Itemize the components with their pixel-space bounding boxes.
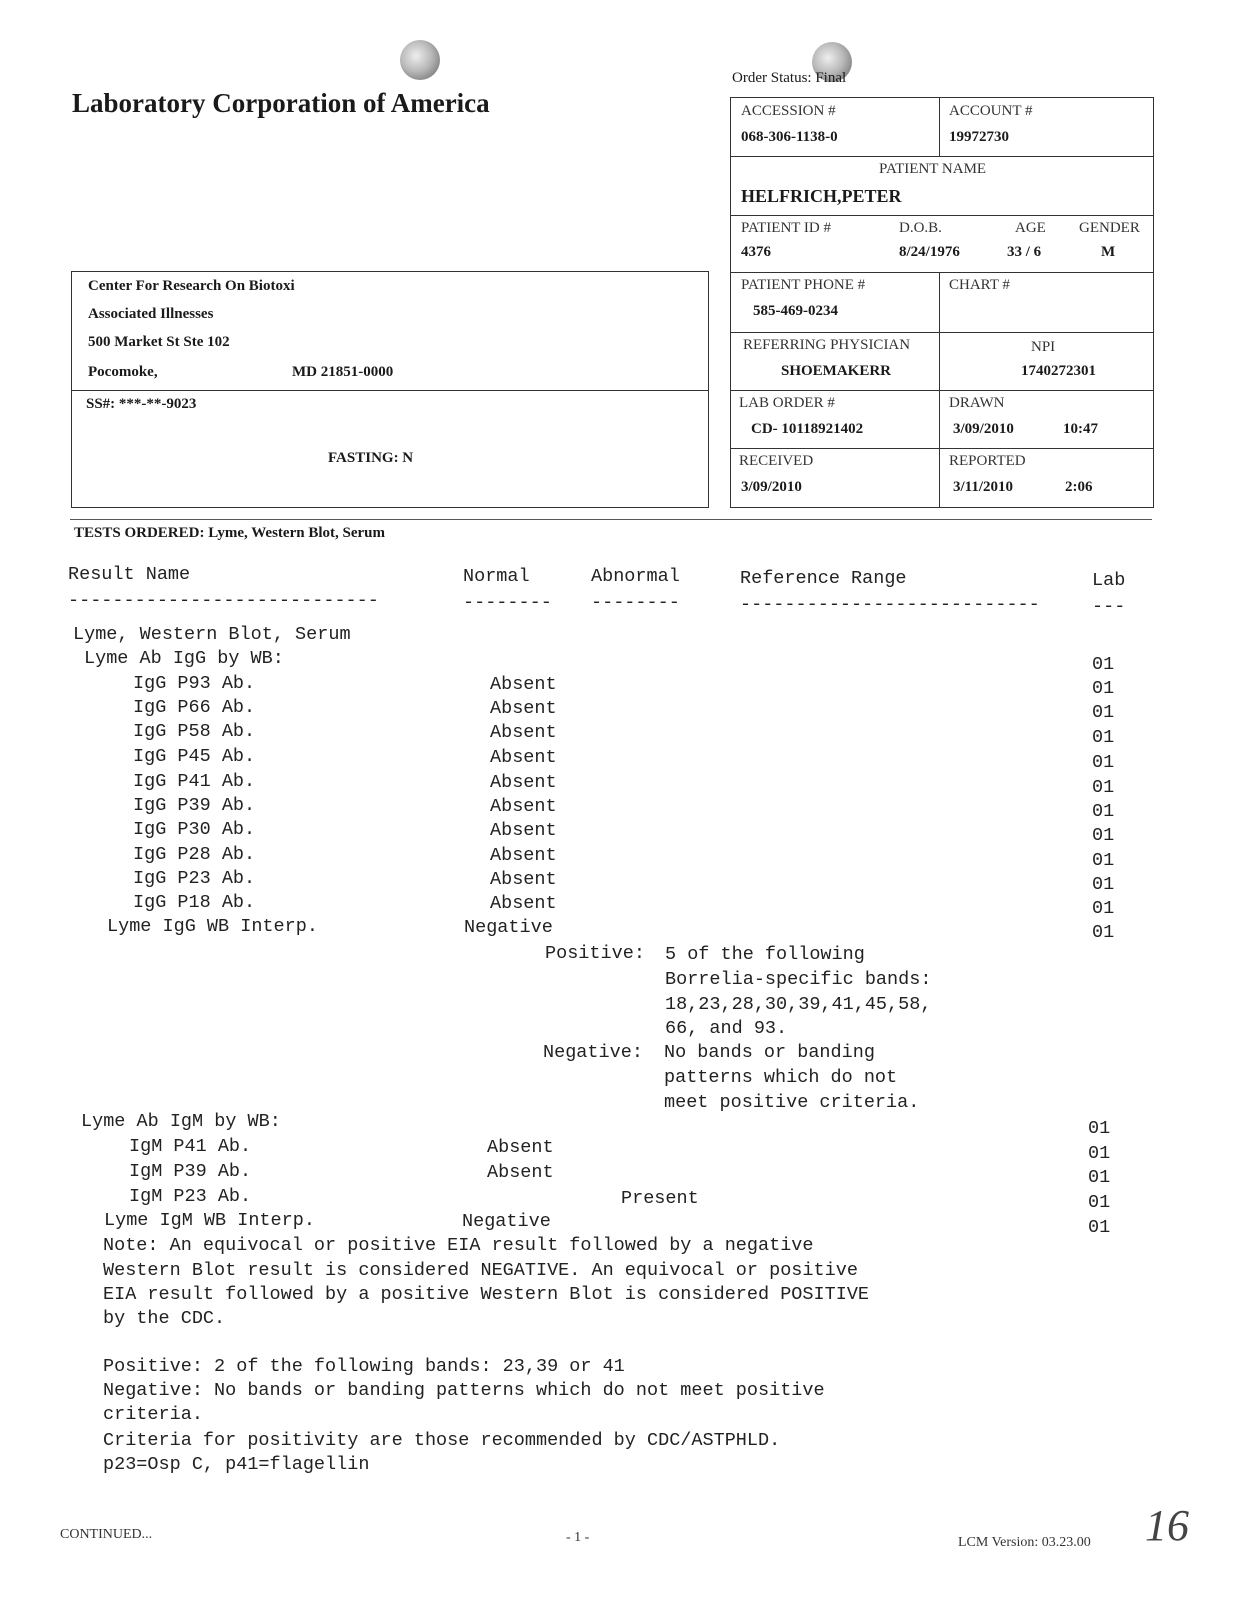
note-line: Criteria for positivity are those recommended by CDC/ASTPHLD. <box>103 1430 781 1451</box>
table-row-lab: 01 <box>1088 1143 1111 1164</box>
table-row-name: IgG P45 Ab. <box>133 746 256 767</box>
igg-positive-line: 18,23,28,30,39,41,45,58, <box>665 994 932 1015</box>
table-row-lab: 01 <box>1092 825 1115 846</box>
table-row-name: IgG P30 Ab. <box>133 819 256 840</box>
table-row-normal: Absent <box>487 1137 554 1158</box>
note-line: Note: An equivocal or positive EIA result followed by a negative <box>103 1235 814 1256</box>
dob-label: D.O.B. <box>899 220 942 236</box>
table-row-normal: Absent <box>490 893 557 914</box>
company-name: Laboratory Corporation of America <box>72 88 490 118</box>
table-row-name: IgM P39 Ab. <box>129 1161 252 1182</box>
table-row-lab: 01 <box>1092 801 1115 822</box>
table-row-lab: 01 <box>1092 777 1115 798</box>
table-row-normal: Absent <box>490 845 557 866</box>
reported-time: 2:06 <box>1065 479 1093 495</box>
igg-interp-name: Lyme IgG WB Interp. <box>107 916 318 937</box>
npi-value: 1740272301 <box>1021 363 1096 379</box>
table-row-normal: Absent <box>490 747 557 768</box>
lcm-version: LCM Version: 03.23.00 <box>958 1535 1091 1550</box>
col-reference-range: Reference Range <box>740 568 907 589</box>
note-line: EIA result followed by a positive Western Blot is considered POSITIVE <box>103 1284 870 1305</box>
tests-ordered: TESTS ORDERED: Lyme, Western Blot, Serum <box>74 525 385 541</box>
ssn: SS#: ***-**-9023 <box>86 396 197 412</box>
table-row-name: IgG P58 Ab. <box>133 721 256 742</box>
igg-positive-line: Borrelia-specific bands: <box>665 969 932 990</box>
patient-name-label: PATIENT NAME <box>879 161 987 177</box>
address-line-3: 500 Market St Ste 102 <box>88 334 230 350</box>
continued: CONTINUED... <box>60 1527 153 1542</box>
igg-negative-line: No bands or banding <box>664 1042 875 1063</box>
order-status: Order Status: Final <box>732 70 847 86</box>
dash-reference: --------------------------- <box>740 594 1040 615</box>
patient-id-label: PATIENT ID # <box>741 220 832 236</box>
dash-normal: -------- <box>463 592 552 613</box>
table-row-normal: Absent <box>490 820 557 841</box>
igg-interp-lab: 01 <box>1092 922 1115 943</box>
note-line: Western Blot result is considered NEGATIVE. An equivocal or positive <box>103 1260 858 1281</box>
lab-order-label: LAB ORDER # <box>739 395 835 411</box>
lab-order-value: CD- 10118921402 <box>751 421 864 437</box>
chart-label: CHART # <box>949 277 1010 293</box>
table-row-normal: Absent <box>490 674 557 695</box>
igg-interp-value: Negative <box>464 917 553 938</box>
table-row-lab: 01 <box>1092 727 1115 748</box>
igm-interp-name: Lyme IgM WB Interp. <box>104 1210 315 1231</box>
table-row-lab: 01 <box>1092 752 1115 773</box>
table-row-lab: 01 <box>1088 1167 1111 1188</box>
col-normal: Normal <box>463 566 530 587</box>
table-row-normal: Absent <box>490 698 557 719</box>
igm-title: Lyme Ab IgM by WB: <box>81 1111 281 1132</box>
patient-name-value: HELFRICH,PETER <box>741 186 902 206</box>
panel-title: Lyme, Western Blot, Serum <box>73 624 351 645</box>
accession-value: 068-306-1138-0 <box>741 129 838 145</box>
gender-value: M <box>1101 244 1116 260</box>
client-address-box <box>71 271 709 508</box>
page-number: - 1 - <box>566 1530 590 1545</box>
table-row-name: IgG P93 Ab. <box>133 673 256 694</box>
address-state-zip: MD 21851-0000 <box>292 364 394 380</box>
reported-date: 3/11/2010 <box>953 479 1014 495</box>
col-result-name: Result Name <box>68 564 191 585</box>
table-row-normal: Absent <box>487 1162 554 1183</box>
received-date: 3/09/2010 <box>741 479 802 495</box>
drawn-date: 3/09/2010 <box>953 421 1014 437</box>
igg-title: Lyme Ab IgG by WB: <box>84 648 284 669</box>
age-value: 33 / 6 <box>1007 244 1042 260</box>
table-row-name: IgG P66 Ab. <box>133 697 256 718</box>
account-label: ACCOUNT # <box>949 103 1033 119</box>
table-row-name: IgG P39 Ab. <box>133 795 256 816</box>
igm-interp-value: Negative <box>462 1211 551 1232</box>
handwritten-page-number: 16 <box>1145 1501 1189 1550</box>
fasting: FASTING: N <box>328 450 414 466</box>
received-label: RECEIVED <box>739 453 814 469</box>
table-row-lab: 01 <box>1092 898 1115 919</box>
gender-label: GENDER <box>1079 220 1140 236</box>
drawn-time: 10:47 <box>1063 421 1098 437</box>
note-line: criteria. <box>103 1404 203 1425</box>
account-value: 19972730 <box>949 129 1009 145</box>
physician-value: SHOEMAKERR <box>781 363 892 379</box>
igg-negative-line: patterns which do not <box>664 1067 898 1088</box>
igm-title-lab: 01 <box>1088 1118 1111 1139</box>
igg-positive-label: Positive: <box>545 943 645 964</box>
phone-value: 585-469-0234 <box>753 303 838 319</box>
table-row-lab: 01 <box>1092 678 1115 699</box>
col-lab: Lab <box>1092 570 1126 591</box>
igg-positive-line: 5 of the following <box>665 944 865 965</box>
accession-label: ACCESSION # <box>741 103 836 119</box>
table-row-abnormal: Present <box>621 1188 699 1209</box>
igg-positive-line: 66, and 93. <box>665 1018 788 1039</box>
dob-value: 8/24/1976 <box>899 244 960 260</box>
address-line-1: Center For Research On Biotoxi <box>88 278 295 294</box>
address-line-2: Associated Illnesses <box>88 306 214 322</box>
table-row-normal: Absent <box>490 869 557 890</box>
divider <box>70 519 1152 520</box>
drawn-label: DRAWN <box>949 395 1005 411</box>
dash-lab: --- <box>1092 596 1126 617</box>
table-row-name: IgG P28 Ab. <box>133 844 256 865</box>
igm-interp-lab: 01 <box>1088 1217 1111 1238</box>
table-row-name: IgG P18 Ab. <box>133 892 256 913</box>
table-row-lab: 01 <box>1092 702 1115 723</box>
table-row-normal: Absent <box>490 722 557 743</box>
col-abnormal: Abnormal <box>591 566 680 587</box>
note-line: by the CDC. <box>103 1308 226 1329</box>
note-line: p23=Osp C, p41=flagellin <box>103 1454 370 1475</box>
dash-abnormal: -------- <box>591 592 680 613</box>
phone-label: PATIENT PHONE # <box>741 277 866 293</box>
igg-negative-label: Negative: <box>543 1042 643 1063</box>
address-city: Pocomoke, <box>88 364 158 380</box>
note-line: Positive: 2 of the following bands: 23,39 or 41 <box>103 1356 625 1377</box>
table-row-normal: Absent <box>490 772 557 793</box>
table-row-name: IgG P23 Ab. <box>133 868 256 889</box>
patient-id-value: 4376 <box>741 244 771 260</box>
table-row-lab: 01 <box>1092 874 1115 895</box>
note-line: Negative: No bands or banding patterns which do not meet positive <box>103 1380 825 1401</box>
igg-negative-line: meet positive criteria. <box>664 1092 920 1113</box>
age-label: AGE <box>1015 220 1046 236</box>
physician-label: REFERRING PHYSICIAN <box>743 337 911 353</box>
igg-title-lab: 01 <box>1092 654 1115 675</box>
punch-hole-left <box>400 40 440 80</box>
npi-label: NPI <box>1031 339 1056 355</box>
patient-info-grid <box>730 97 1154 508</box>
table-row-name: IgM P41 Ab. <box>129 1136 252 1157</box>
table-row-normal: Absent <box>490 796 557 817</box>
reported-label: REPORTED <box>949 453 1026 469</box>
dash-result: ---------------------------- <box>68 590 379 611</box>
table-row-name: IgM P23 Ab. <box>129 1186 252 1207</box>
table-row-lab: 01 <box>1088 1192 1111 1213</box>
table-row-lab: 01 <box>1092 850 1115 871</box>
table-row-name: IgG P41 Ab. <box>133 771 256 792</box>
